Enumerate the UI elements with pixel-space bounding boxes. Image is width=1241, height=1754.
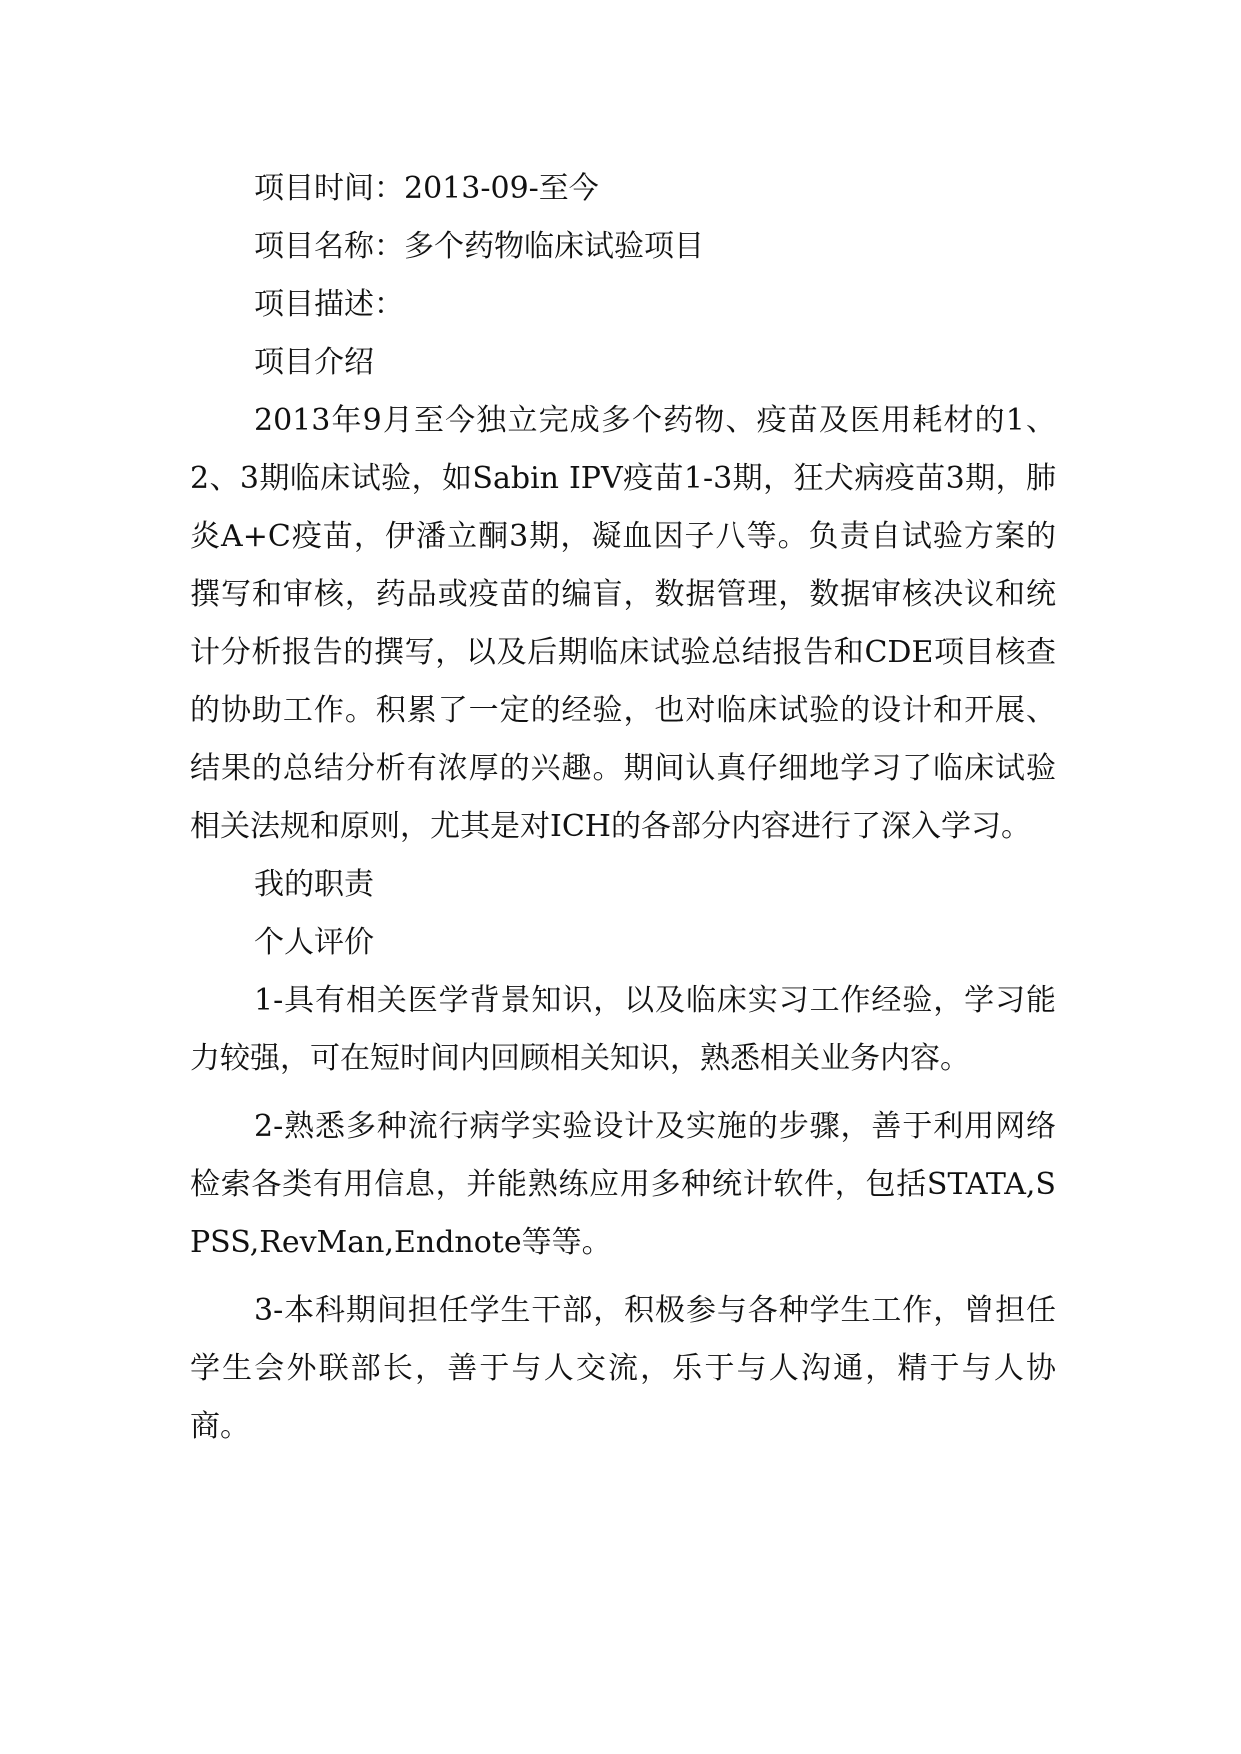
evaluation-item-1: 1-具有相关医学背景知识，以及临床实习工作经验，学习能力较强，可在短时间内回顾相关知识，熟悉相关业务内容。	[190, 983, 1056, 1076]
document-body	[190, 160, 1056, 1456]
evaluation-item-2: 2-熟悉多种流行病学实验设计及实施的步骤，善于利用网络检索各类有用信息，并能熟练应用多种统计软件，包括STATA,SPSS,RevMan,Endnote等等。	[190, 1109, 1056, 1260]
my-duties-label: 我的职责	[254, 867, 374, 902]
project-name: 项目名称：多个药物临床试验项目	[254, 229, 704, 264]
project-intro-label: 项目介绍	[254, 345, 374, 380]
evaluation-item-3: 3-本科期间担任学生干部，积极参与各种学生工作，曾担任学生会外联部长，善于与人交流，乐于与人沟通，精于与人协商。	[190, 1293, 1056, 1444]
project-time: 项目时间：2013-09-至今	[254, 171, 599, 206]
project-description-label: 项目描述：	[254, 287, 404, 322]
self-evaluation-label: 个人评价	[254, 925, 374, 960]
project-intro-paragraph: 2013年9月至今独立完成多个药物、疫苗及医用耗材的1、2、3期临床试验，如Sabin IPV疫苗1-3期，狂犬病疫苗3期，肺炎A+C疫苗，伊潘立酮3期，凝血因子八等。负责自试验方案的撰写和审核，药品或疫苗的编盲，数据管理，数据审核决议和统计分析报告的撰写，以及后期临床试验总结报告和CDE项目核查的协助工作。积累了一定的经验，也对临床试验的设计和开展、结果的总结分析有浓厚的兴趣。期间认真仔细地学习了临床试验相关法规和原则，尤其是对ICH的各部分内容进行了深入学习。	[190, 403, 1056, 844]
